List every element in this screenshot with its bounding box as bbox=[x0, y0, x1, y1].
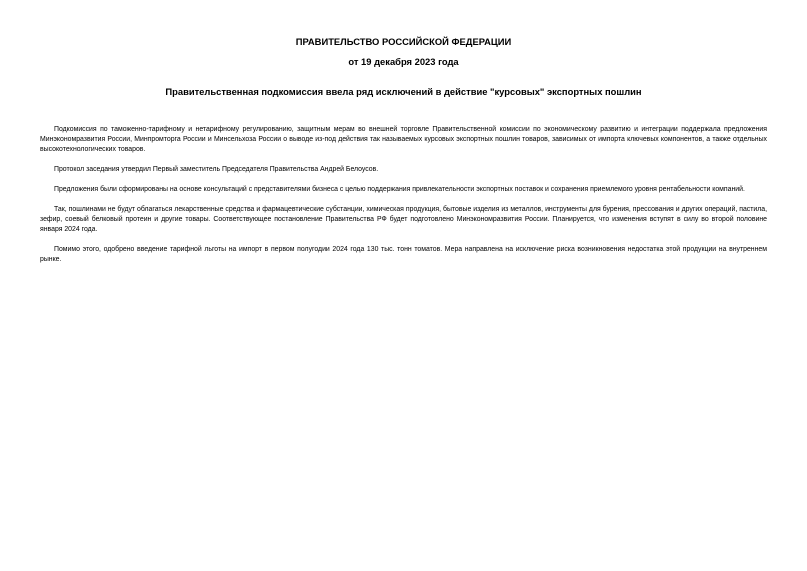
paragraph: Протокол заседания утвердил Первый заместитель Председателя Правительства Андрей Белоусов. bbox=[54, 166, 379, 173]
document-date: от 19 декабря 2023 года bbox=[348, 56, 459, 67]
paragraph: Так, пошлинами не будут облагаться лекарственные средства и фармацевтические субстанции, химическая продукция, бытовые изделия из металлов, инструменты для бурения, прессования и других операций, пастила, зефир, соевый белковый протеин и другие товары. Соответствующее постановление Правительства РФ будет подготовлено Минэкономразвития России. Планируется, что изменения вступят в силу во второй половине января 2024 года. bbox=[40, 206, 767, 233]
document-body bbox=[40, 125, 767, 275]
paragraph: Предложения были сформированы на основе консультаций с представителями бизнеса с целью поддержания привлекательности экспортных поставок и сохранения приемлемого уровня рентабельности компаний. bbox=[54, 186, 745, 193]
document-headline: Правительственная подкомиссия ввела ряд исключений в действие "курсовых" экспортных пошлин bbox=[165, 86, 642, 97]
organization-heading: ПРАВИТЕЛЬСТВО РОССИЙСКОЙ ФЕДЕРАЦИИ bbox=[295, 36, 512, 47]
paragraph: Подкомиссия по таможенно-тарифному и нетарифному регулированию, защитным мерам во внешней торговле Правительственной комиссии по экономическому развитию и интеграции поддержала предложения Минэкономразвития России, Минпромторга России и Минсельхоза России о выводе из-под действия так называемых курсовых экспортных пошлин товаров, зависимых от импорта ключевых компонентов, а также отдельных высокотехнологических товаров. bbox=[40, 126, 767, 153]
paragraph: Помимо этого, одобрено введение тарифной льготы на импорт в первом полугодии 2024 года 130 тыс. тонн томатов. Мера направлена на исключение риска возникновения недостатка этой продукции на внутреннем рынке. bbox=[40, 246, 767, 263]
